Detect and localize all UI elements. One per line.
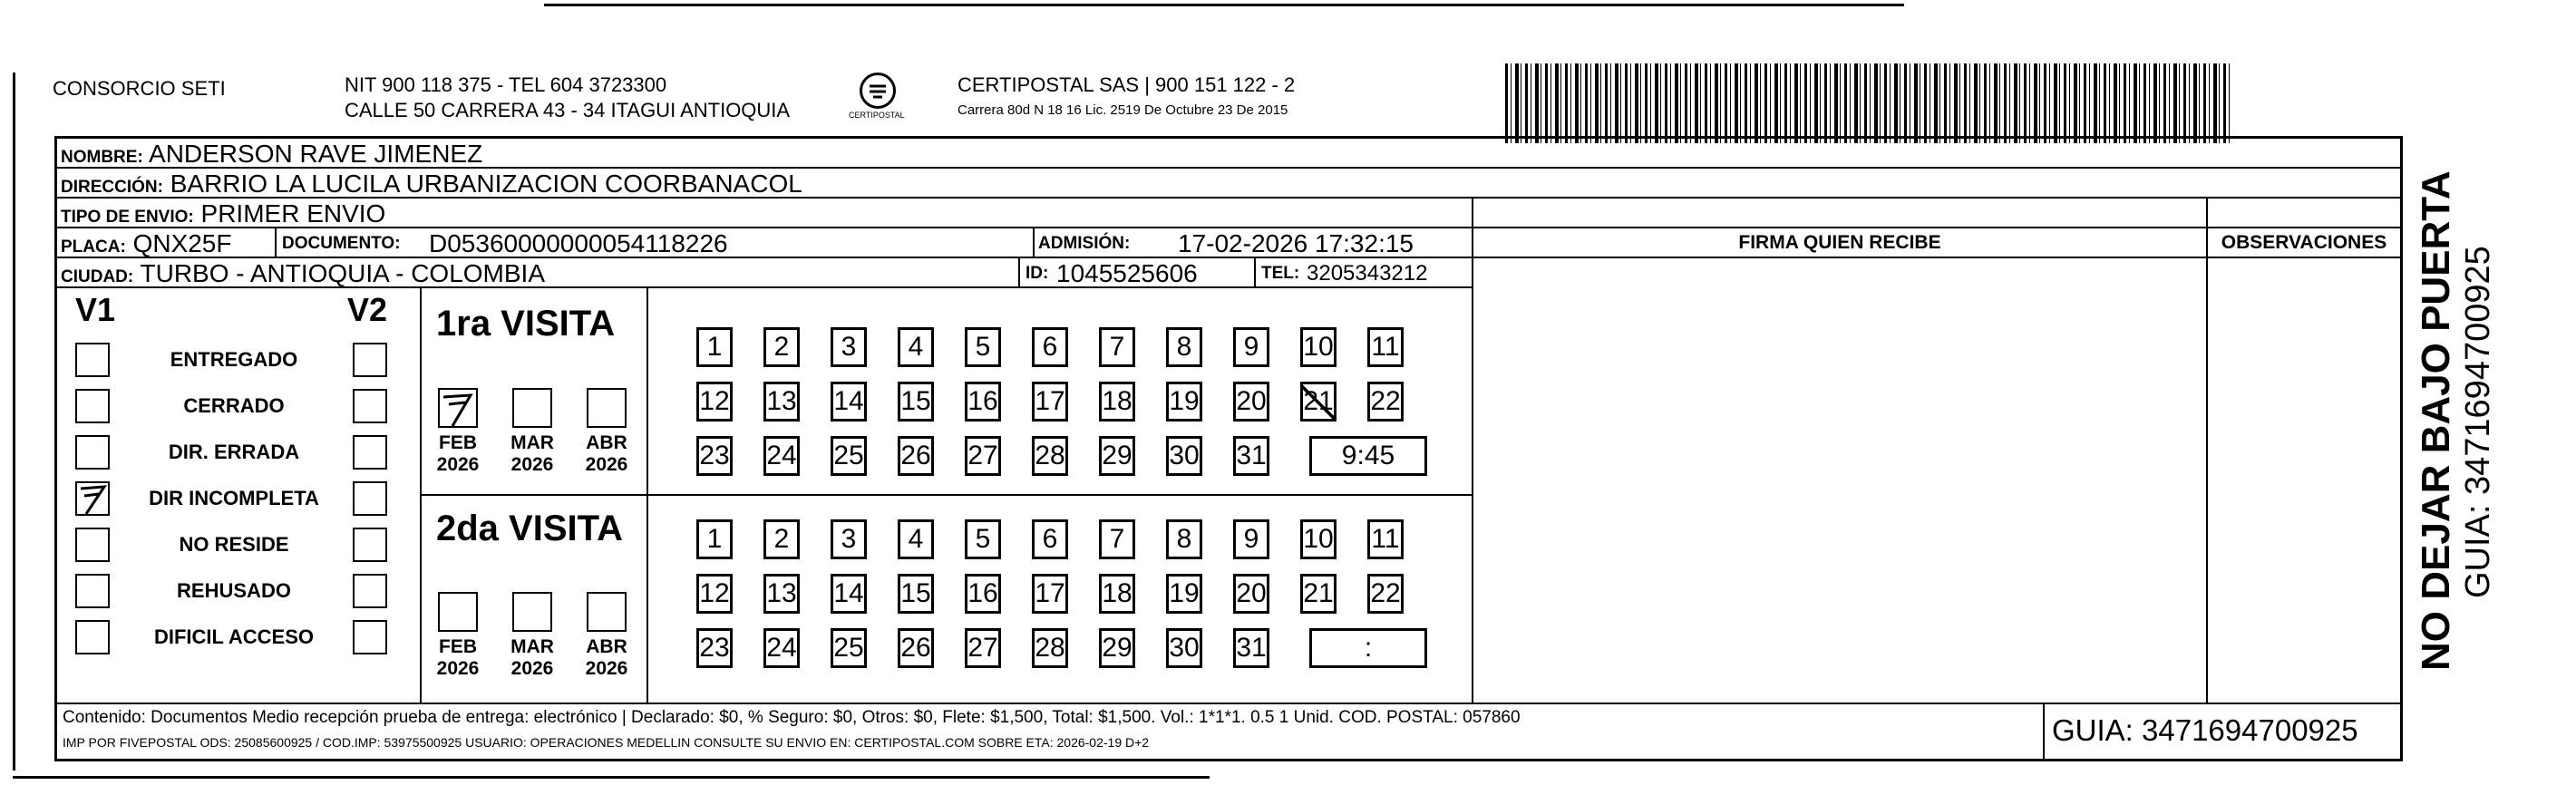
- first-month-checkbox[interactable]: [512, 388, 552, 428]
- imp-line: IMP POR FIVEPOSTAL ODS: 25085600925 / COD.IMP: 53975500925 USUARIO: OPERACIONES MEDELLIN CONSULTE SU ENVIO EN: CERTIPOSTAL.COM SOBRE ETA: 2026-02-19 D+2: [63, 735, 1150, 750]
- documento-label: DOCUMENTO:: [282, 234, 401, 253]
- first-visit-day[interactable]: 20: [1233, 382, 1269, 422]
- first-month-checkbox[interactable]: [587, 388, 627, 428]
- v1-title: V1: [75, 291, 116, 328]
- year-label: 2026: [436, 658, 480, 679]
- first-month-checkbox[interactable]: [438, 388, 478, 428]
- second-visit-day[interactable]: 21: [1300, 574, 1337, 614]
- second-month-checkbox[interactable]: [587, 592, 627, 632]
- second-month-checkbox[interactable]: [438, 592, 478, 632]
- first-visit-day[interactable]: 25: [831, 436, 867, 476]
- direccion-label: DIRECCIÓN:: [61, 178, 163, 197]
- left-edge-line: [13, 73, 15, 770]
- month-label: MAR: [510, 636, 554, 657]
- first-visit-day[interactable]: 21: [1300, 382, 1337, 422]
- v2-checkbox[interactable]: [353, 481, 387, 516]
- v1-checkbox[interactable]: [75, 528, 110, 562]
- first-visit-day[interactable]: 4: [898, 327, 934, 367]
- separator: [2043, 703, 2045, 759]
- first-visit-day[interactable]: 24: [763, 436, 800, 476]
- second-visit-day[interactable]: 3: [831, 519, 867, 559]
- second-visit-day[interactable]: 16: [965, 574, 1001, 614]
- year-label: 2026: [510, 454, 554, 475]
- direccion-value: BARRIO LA LUCILA URBANIZACION COORBANACOL: [170, 170, 802, 198]
- first-visit-day[interactable]: 29: [1099, 436, 1135, 476]
- second-visit-title: 2da VISITA: [436, 509, 623, 548]
- first-visit-day[interactable]: 17: [1032, 382, 1068, 422]
- first-visit-day[interactable]: 30: [1166, 436, 1202, 476]
- first-visit-day[interactable]: 10: [1300, 327, 1337, 367]
- second-visit-day[interactable]: 10: [1300, 519, 1337, 559]
- nombre-value: ANDERSON RAVE JIMENEZ: [149, 140, 483, 168]
- carrier-sub: Carrera 80d N 18 16 Lic. 2519 De Octubre 23 De 2015: [957, 102, 1288, 118]
- tipo-value: PRIMER ENVIO: [200, 199, 386, 228]
- v1-checkbox[interactable]: [75, 343, 110, 377]
- admision-label: ADMISIÓN:: [1038, 234, 1131, 253]
- direccion-row: [57, 169, 2400, 199]
- logo-caption: CERTIPOSTAL: [849, 111, 905, 120]
- second-visit-day[interactable]: 12: [696, 574, 733, 614]
- status-option-label: ENTREGADO: [170, 348, 298, 371]
- second-visit-day[interactable]: 17: [1032, 574, 1068, 614]
- check-mark-icon: [77, 483, 110, 516]
- first-visit-time[interactable]: 9:45: [1309, 436, 1427, 476]
- contenido-line: Contenido: Documentos Medio recepción prueba de entrega: electrónico | Declarado: $0, % Seguro: $0, Otros: $0, Flete: $1,500, Total: $1,500. Vol.: 1*1*1. 0.5 1 Unid. COD. POSTAL: 057860: [63, 708, 1521, 727]
- first-visit-day[interactable]: 3: [831, 327, 867, 367]
- warning-text: NO DEJAR BAJO PUERTA: [2414, 170, 2458, 671]
- ciudad-value: TURBO - ANTIOQUIA - COLOMBIA: [140, 259, 545, 287]
- v2-checkbox[interactable]: [353, 574, 387, 608]
- first-visit-day[interactable]: 27: [965, 436, 1001, 476]
- year-label: 2026: [510, 658, 554, 679]
- year-label: 2026: [436, 454, 480, 475]
- second-visit-day[interactable]: 5: [965, 519, 1001, 559]
- carrier-line: CERTIPOSTAL SAS | 900 151 122 - 2: [957, 73, 1296, 96]
- bottom-edge-line: [13, 776, 1210, 779]
- nit-line: NIT 900 118 375 - TEL 604 3723300: [345, 73, 667, 96]
- documento-value: D05360000000054118226: [429, 229, 728, 257]
- status-option-label: DIR INCOMPLETA: [149, 487, 319, 509]
- second-visit-day[interactable]: 11: [1367, 519, 1404, 559]
- month-label: FEB: [439, 432, 477, 453]
- certipostal-logo-icon: [860, 73, 896, 109]
- second-visit-day[interactable]: 30: [1166, 628, 1202, 668]
- placa-label: PLACA:: [61, 237, 126, 257]
- v1-checkbox[interactable]: [75, 481, 110, 516]
- top-edge-line: [544, 4, 1904, 6]
- second-visit-day[interactable]: 29: [1099, 628, 1135, 668]
- second-visit-day[interactable]: 14: [831, 574, 867, 614]
- second-visit-day[interactable]: 22: [1367, 574, 1404, 614]
- admision-value: 17-02-2026 17:32:15: [1178, 229, 1414, 257]
- second-visit-day[interactable]: 23: [696, 628, 733, 668]
- v2-checkbox[interactable]: [353, 620, 387, 654]
- first-visit-day[interactable]: 2: [763, 327, 800, 367]
- separator: [57, 703, 2400, 704]
- status-option-label: NO RESIDE: [179, 533, 289, 556]
- first-visit-day[interactable]: 16: [965, 382, 1001, 422]
- v1-checkbox[interactable]: [75, 435, 110, 470]
- status-option-label: REHUSADO: [177, 579, 291, 602]
- ciudad-row: [57, 258, 1472, 288]
- v2-checkbox[interactable]: [353, 528, 387, 562]
- first-visit-day[interactable]: 6: [1032, 327, 1068, 367]
- first-visit-day[interactable]: 28: [1032, 436, 1068, 476]
- first-visit-day[interactable]: 26: [898, 436, 934, 476]
- separator: [1472, 199, 1473, 703]
- side-guia: GUIA: 3471694700925: [2459, 246, 2497, 598]
- second-visit-day[interactable]: 27: [965, 628, 1001, 668]
- year-label: 2026: [585, 658, 628, 679]
- second-visit-day[interactable]: 24: [763, 628, 800, 668]
- tel-label: TEL:: [1261, 264, 1300, 283]
- barcode: [1505, 63, 2231, 143]
- status-option-label: DIR. ERRADA: [168, 441, 300, 463]
- second-visit-day[interactable]: 13: [763, 574, 800, 614]
- second-month-checkbox[interactable]: [512, 592, 552, 632]
- second-visit-day[interactable]: 19: [1166, 574, 1202, 614]
- second-visit-day[interactable]: 18: [1099, 574, 1135, 614]
- second-visit-day[interactable]: 28: [1032, 628, 1068, 668]
- first-visit-day[interactable]: 14: [831, 382, 867, 422]
- tel-value: 3205343212: [1307, 261, 1428, 286]
- first-visit-day[interactable]: 18: [1099, 382, 1135, 422]
- delivery-form: [54, 136, 2403, 761]
- v1-checkbox[interactable]: [75, 574, 110, 608]
- separator: [1033, 228, 1035, 258]
- second-visit-day[interactable]: 6: [1032, 519, 1068, 559]
- firma-header: FIRMA QUIEN RECIBE: [1738, 232, 1941, 253]
- first-visit-day[interactable]: 13: [763, 382, 800, 422]
- v2-checkbox[interactable]: [353, 389, 387, 423]
- nombre-row: [57, 139, 2400, 169]
- v1-checkbox[interactable]: [75, 620, 110, 654]
- first-visit-day[interactable]: 15: [898, 382, 934, 422]
- second-visit-day[interactable]: 7: [1099, 519, 1135, 559]
- first-visit-day[interactable]: 23: [696, 436, 733, 476]
- second-visit-day[interactable]: 4: [898, 519, 934, 559]
- first-visit-day[interactable]: 5: [965, 327, 1001, 367]
- first-visit-title: 1ra VISITA: [436, 304, 616, 344]
- address-line: CALLE 50 CARRERA 43 - 34 ITAGUI ANTIOQUIA: [345, 99, 791, 121]
- month-label: ABR: [586, 636, 627, 657]
- second-visit-day[interactable]: 8: [1166, 519, 1202, 559]
- company-name: CONSORCIO SETI: [53, 77, 226, 100]
- status-option-label: DIFICIL ACCESO: [153, 625, 314, 648]
- status-option-label: CERRADO: [183, 394, 285, 417]
- separator: [420, 494, 1472, 496]
- tipo-label: TIPO DE ENVIO:: [61, 208, 194, 227]
- observaciones-header: OBSERVACIONES: [2221, 232, 2387, 253]
- second-visit-day[interactable]: 31: [1233, 628, 1269, 668]
- v2-checkbox[interactable]: [353, 343, 387, 377]
- footer-guia: GUIA: 3471694700925: [2052, 713, 2358, 747]
- second-visit-time[interactable]: :: [1309, 628, 1427, 668]
- first-visit-day[interactable]: 12: [696, 382, 733, 422]
- second-visit-day[interactable]: 1: [696, 519, 733, 559]
- id-value: 1045525606: [1056, 259, 1198, 287]
- ciudad-label: CIUDAD:: [61, 267, 134, 286]
- second-visit-day[interactable]: 15: [898, 574, 934, 614]
- month-label: ABR: [586, 432, 627, 453]
- first-visit-day[interactable]: 9: [1233, 327, 1269, 367]
- separator: [275, 228, 277, 258]
- separator: [1018, 258, 1020, 288]
- first-visit-day[interactable]: 1: [696, 327, 733, 367]
- first-visit-day[interactable]: 19: [1166, 382, 1202, 422]
- id-label: ID:: [1026, 264, 1049, 283]
- first-visit-day[interactable]: 31: [1233, 436, 1269, 476]
- v2-checkbox[interactable]: [353, 435, 387, 470]
- first-visit-day[interactable]: 22: [1367, 382, 1404, 422]
- first-visit-day[interactable]: 8: [1166, 327, 1202, 367]
- nombre-label: NOMBRE:: [61, 148, 143, 167]
- second-visit-day[interactable]: 9: [1233, 519, 1269, 559]
- second-visit-day[interactable]: 25: [831, 628, 867, 668]
- year-label: 2026: [585, 454, 628, 475]
- first-visit-day[interactable]: 11: [1367, 327, 1404, 367]
- v2-title: V2: [347, 291, 388, 328]
- check-mark-icon: [440, 390, 478, 428]
- first-visit-day[interactable]: 7: [1099, 327, 1135, 367]
- separator: [1473, 257, 2400, 258]
- tipo-row: [57, 199, 2400, 228]
- second-visit-day[interactable]: 26: [898, 628, 934, 668]
- separator: [1254, 258, 1256, 288]
- month-label: FEB: [439, 636, 477, 657]
- second-visit-day[interactable]: 20: [1233, 574, 1269, 614]
- separator: [2206, 199, 2208, 703]
- second-visit-day[interactable]: 2: [763, 519, 800, 559]
- v1-checkbox[interactable]: [75, 389, 110, 423]
- placa-row: [57, 228, 1472, 258]
- placa-value: QNX25F: [132, 229, 232, 257]
- month-label: MAR: [510, 432, 554, 453]
